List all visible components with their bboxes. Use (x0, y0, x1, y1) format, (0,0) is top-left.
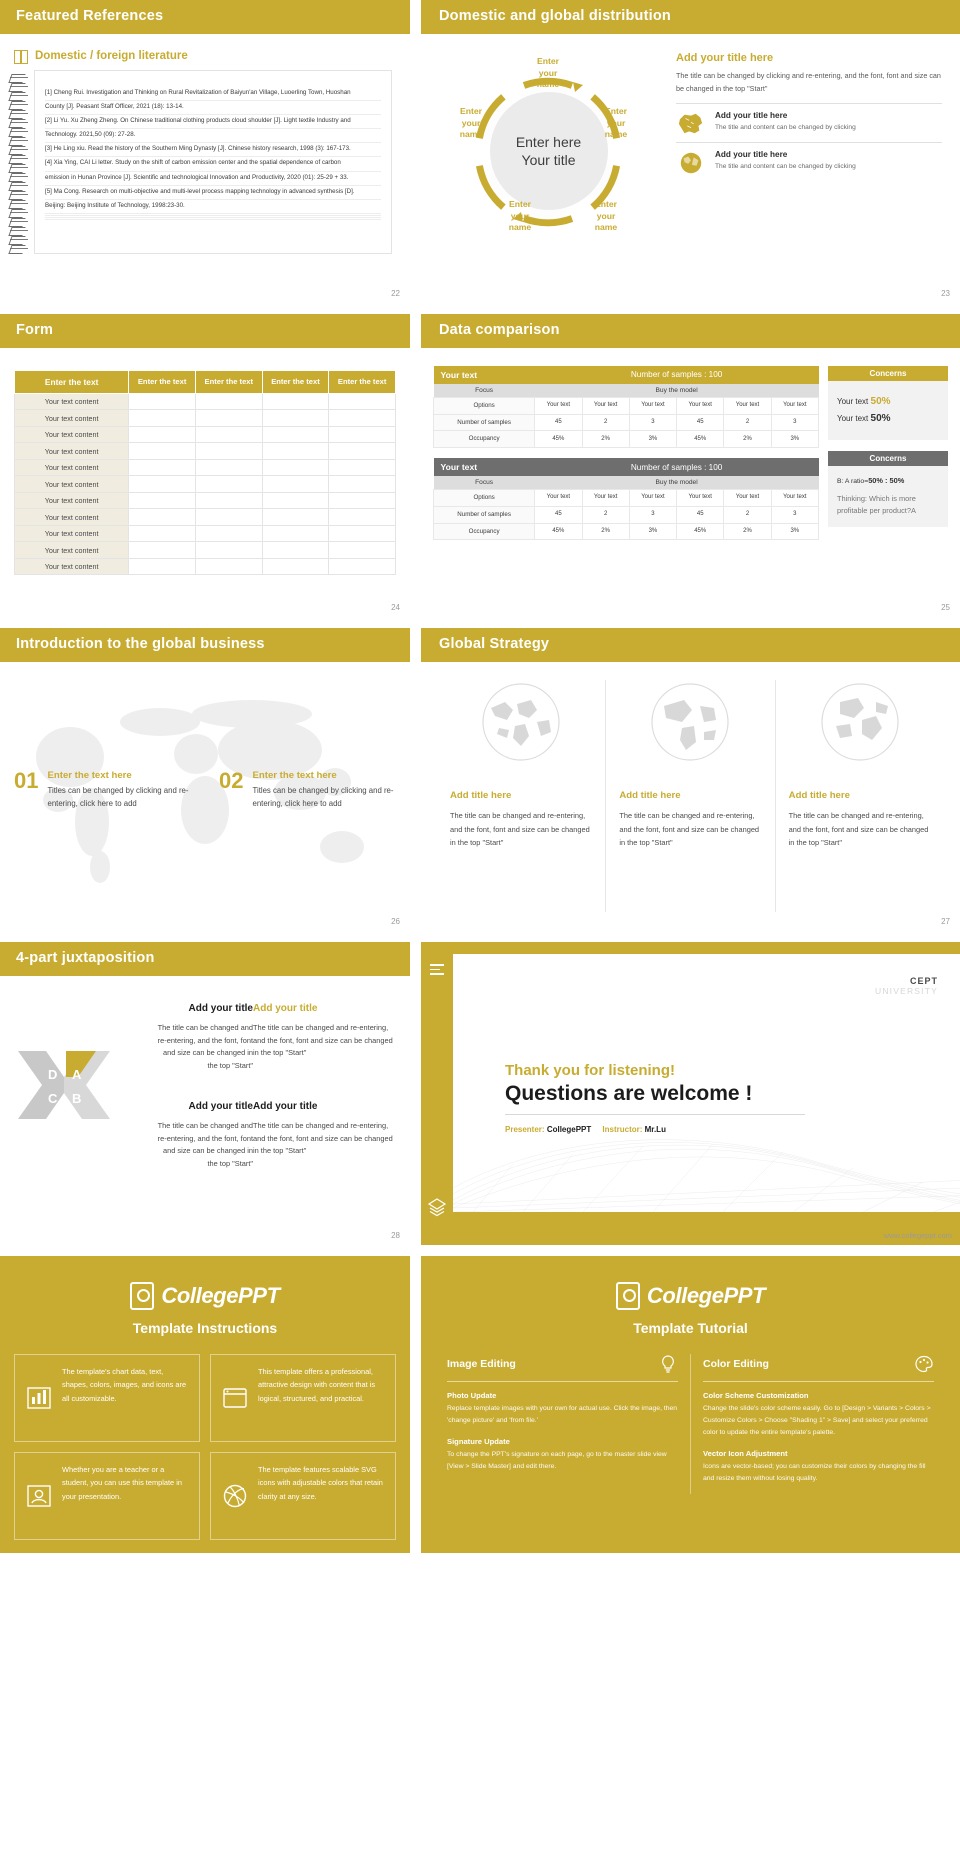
cell (195, 525, 262, 542)
concern-question: Thinking: Which is more profitable per product?A (837, 493, 916, 516)
table-row (15, 426, 396, 443)
row-label: Options (434, 490, 535, 507)
cell: 3% (771, 523, 818, 540)
website-url: www.collegeppt.com (883, 1231, 952, 1240)
slide-title: Data comparison (421, 314, 960, 348)
info-card (14, 1354, 200, 1442)
slide-global-business-intro[interactable] (0, 628, 410, 931)
questions-line: Questions are welcome ! (505, 1082, 753, 1105)
column-title: Image Editing (447, 1358, 516, 1370)
table-header-row (15, 370, 396, 393)
cell: Your text (724, 490, 771, 507)
reference-list (34, 70, 392, 254)
cell (129, 393, 196, 410)
table-subheader-row (434, 476, 819, 490)
cell: Your text (535, 490, 582, 507)
cell: 45 (677, 506, 724, 523)
cell (329, 393, 396, 410)
table-row (434, 414, 819, 431)
node-label: Enter your name (594, 198, 618, 233)
info-card (210, 1354, 396, 1442)
concern-card-gold (828, 366, 948, 440)
quadrant-desc: The title can be changed and re-entering, and the font, font and size can be changed in the top "Start" (157, 1022, 253, 1070)
item-title: Add your title here (715, 111, 788, 121)
slide-title: Introduction to the global business (0, 628, 410, 662)
row-label: Your text content (15, 542, 129, 559)
cell: 3% (629, 431, 676, 448)
reference-line: emission in Hunan Province [J]. Scientific and technological Innovation and Productivity, 2020 (01): 25-29 + 33. (45, 172, 381, 186)
concern-card-grey (828, 451, 948, 527)
table-row (15, 525, 396, 542)
panel-heading: Template Tutorial (633, 1320, 748, 1336)
ratio-value: 50% : 50% (868, 475, 905, 485)
cell: 2 (724, 414, 771, 431)
globe-icon (676, 150, 706, 176)
cell: 2% (582, 523, 629, 540)
globe-icon (479, 680, 563, 764)
cell: 45% (677, 431, 724, 448)
cell (129, 410, 196, 427)
strategy-column[interactable] (437, 680, 605, 912)
row-label: Occupancy (434, 431, 535, 448)
quadrant-title: Add your title (253, 1002, 318, 1014)
concern-line-2 (837, 410, 939, 427)
cell: 3 (629, 506, 676, 523)
cell (195, 509, 262, 526)
sub-left: Focus (434, 476, 535, 490)
cell (195, 558, 262, 575)
slide-panel (453, 954, 960, 1217)
tutorial-block (703, 1391, 934, 1439)
cell: Your text (677, 490, 724, 507)
cell: 2% (724, 523, 771, 540)
reference-line: [4] Xia Ying, CAI Li letter. Study on the shift of carbon emission center and the spatial dependence of carbon (45, 157, 381, 171)
node-label: Enter your name (536, 55, 560, 90)
node-label: Enter your name (604, 105, 628, 140)
table-head-right: Number of samples : 100 (535, 458, 819, 476)
cell (195, 393, 262, 410)
row-label: Your text content (15, 525, 129, 542)
cell: Your text (771, 397, 818, 414)
tutorial-column (435, 1354, 690, 1494)
strategy-column[interactable] (605, 680, 774, 912)
cell: Your text (771, 490, 818, 507)
item-number: 02 (219, 767, 244, 793)
quadrant[interactable] (253, 1000, 394, 1072)
slide-4-part-juxtaposition[interactable] (0, 942, 410, 1245)
cell: 45% (535, 523, 582, 540)
concern-line-1 (837, 393, 939, 410)
info-card (210, 1452, 396, 1540)
collegeppt-logo-icon (130, 1282, 154, 1310)
cell (129, 542, 196, 559)
circular-diagram (431, 44, 666, 259)
template-tutorial-panel (421, 1256, 960, 1553)
quadrant-title: Add your title (188, 1101, 253, 1113)
references-block (8, 70, 410, 254)
concern-title: Concerns (828, 451, 948, 466)
row-label: Number of samples (434, 414, 535, 431)
mesh-decoration (453, 1124, 960, 1212)
node-label: Enter your name (459, 105, 483, 140)
sub-right: Buy the model (535, 476, 819, 490)
block-title: Signature Update (447, 1436, 510, 1446)
dribbble-icon (221, 1463, 249, 1529)
cell (129, 443, 196, 460)
cell (195, 492, 262, 509)
cell: Your text (677, 397, 724, 414)
item-number: 01 (14, 767, 39, 793)
reference-line: [2] Li Yu. Xu Zheng Zheng. On Chinese traditional clothing products cloud shoulder [J]. Light textile Industry and (45, 115, 381, 129)
table-row (15, 542, 396, 559)
column-title: Add title here (450, 789, 512, 801)
cell: 2% (724, 431, 771, 448)
table-row (434, 431, 819, 448)
table-row (15, 558, 396, 575)
slide-data-comparison[interactable] (421, 314, 960, 617)
cell (262, 525, 329, 542)
chart-icon (25, 1365, 53, 1431)
quadrant-title: Add your title (253, 1101, 318, 1113)
table-header-row (434, 366, 819, 384)
table-head-left: Your text (434, 366, 535, 384)
block-text: Change the slide's color scheme easily. Go to [Design > Variants > Colors > Customize Colors > Choose "Shading 1" > Save] and select your preferred color to update the entire template's palette. (703, 1405, 931, 1436)
reference-line: [3] He Ling xiu. Read the history of the Southern Ming Dynasty [J]. Chinese history research, 1998 (3): 167-173. (45, 143, 381, 157)
data-table-gold (433, 366, 819, 448)
page-number: 24 (391, 603, 400, 612)
accent-bar (453, 1212, 960, 1217)
cell: 45 (535, 506, 582, 523)
quadrant-desc: The title can be changed and re-entering, and the font, font and size can be changed in the top "Start" (157, 1121, 253, 1168)
block-text: To change the PPT's signature on each page, go to the master slide view [View > Slide Master] and edit there. (447, 1450, 667, 1470)
concern-line-2-pct: 50% (870, 412, 891, 424)
numbered-item[interactable] (219, 767, 396, 811)
page-number: 22 (391, 289, 400, 298)
brand-logo (421, 1282, 960, 1310)
center-line-1: Enter here (515, 133, 582, 150)
cell: Your text (582, 397, 629, 414)
cell: 3 (629, 414, 676, 431)
cell: 45 (535, 414, 582, 431)
cell (262, 492, 329, 509)
svg-text:B: B (72, 1091, 82, 1107)
row-label: Your text content (15, 509, 129, 526)
cell (329, 558, 396, 575)
cell (129, 558, 196, 575)
row-label: Number of samples (434, 506, 535, 523)
globe-icon (648, 680, 732, 764)
credits (505, 1125, 805, 1134)
cell (129, 525, 196, 542)
block-title: Color Scheme Customization (703, 1391, 809, 1400)
cell: 2 (582, 506, 629, 523)
table-head-right: Number of samples : 100 (535, 366, 819, 384)
block-text: Icons are vector-based; you can customize their colors by changing the fill and resize them without losing quality. (703, 1462, 926, 1482)
slide-global-strategy[interactable] (421, 628, 960, 931)
bulb-icon (658, 1354, 678, 1374)
table-row (15, 509, 396, 526)
row-label: Your text content (15, 459, 129, 476)
brand-mark (875, 976, 938, 996)
svg-text:A: A (72, 1067, 82, 1083)
cell (329, 443, 396, 460)
cell (262, 558, 329, 575)
globe-icon (818, 680, 902, 764)
center-line-2: Your title (521, 152, 576, 169)
table-row (434, 523, 819, 540)
brand-line-1: CEPT (909, 976, 938, 986)
cell (329, 492, 396, 509)
logo-text: CollegePPT (646, 1283, 766, 1308)
palette-icon (914, 1354, 934, 1374)
table-row (15, 443, 396, 460)
sub-left: Focus (434, 384, 535, 398)
item-title: Enter the text here (252, 769, 337, 781)
svg-text:D: D (48, 1067, 58, 1083)
layers-icon (427, 1197, 447, 1217)
info-card (14, 1452, 200, 1540)
thanks-line: Thank you for listening! (505, 1062, 676, 1079)
cell (262, 393, 329, 410)
cell: Your text (535, 397, 582, 414)
cell (329, 509, 396, 526)
cell (329, 525, 396, 542)
page-number: 28 (391, 1231, 400, 1240)
panel-description: The title can be changed by clicking and re-entering, and the font, font and size can be changed in the top "Start" (676, 70, 941, 93)
china-map-icon (676, 111, 706, 137)
column-desc: The title can be changed and re-entering, and the font, font and size can be changed in the top "Start" (788, 810, 929, 848)
template-instructions-panel (0, 1256, 410, 1553)
brand-line-2: UNIVERSITY (874, 986, 938, 996)
cell (195, 476, 262, 493)
slide-featured-references[interactable] (0, 0, 410, 303)
table-row (15, 476, 396, 493)
concern-line-2-text: Your text (837, 413, 871, 423)
column-title: Color Editing (703, 1358, 769, 1370)
node-label: Enter your name (508, 198, 532, 233)
cell: Your text (629, 490, 676, 507)
slide-sidebar (421, 942, 453, 1245)
cell (129, 426, 196, 443)
quadrant-title: Add your title (188, 1002, 253, 1014)
page-number: 25 (941, 603, 950, 612)
cell: Your text (582, 490, 629, 507)
column-header: Enter the text (195, 370, 262, 393)
tutorial-block (447, 1437, 678, 1473)
cell (129, 492, 196, 509)
reference-line: County [J]. Peasant Staff Officer, 2021 (18): 13-14. (45, 101, 381, 115)
list-item[interactable] (676, 103, 942, 142)
page-number: 26 (391, 917, 400, 926)
block-title: Vector Icon Adjustment (703, 1448, 788, 1458)
instructor-name: Mr.Lu (644, 1125, 666, 1135)
cell (262, 459, 329, 476)
panel-heading: Template Instructions (132, 1320, 278, 1336)
slide-title: Global Strategy (421, 628, 960, 662)
cell (195, 459, 262, 476)
clip-decoration (8, 70, 34, 254)
table-row (15, 393, 396, 410)
row-label: Your text content (15, 492, 129, 509)
divider (505, 1114, 805, 1115)
row-label: Your text content (15, 393, 129, 410)
column-header: Enter the text (129, 370, 196, 393)
table-row (15, 459, 396, 476)
cell (195, 443, 262, 460)
cell (329, 542, 396, 559)
window-icon (221, 1365, 249, 1431)
cell: 2 (582, 414, 629, 431)
section-subtitle (14, 50, 410, 62)
cell: Your text (629, 397, 676, 414)
quadrant[interactable] (157, 1098, 253, 1170)
cell (195, 410, 262, 427)
card-text: The template features scalable SVG icons with adjustable colors that retain clarity at any size. (258, 1465, 383, 1501)
quadrant-desc: The title can be changed and re-entering, and the font, font and size can be changed in the top "Start" (253, 1121, 393, 1156)
presenter-label: Presenter: (505, 1125, 545, 1135)
quadrant[interactable] (157, 1000, 253, 1072)
block-title: Photo Update (447, 1391, 497, 1400)
cell: 2% (582, 431, 629, 448)
cell: 3 (771, 414, 818, 431)
cell (195, 426, 262, 443)
row-label: Your text content (15, 443, 129, 460)
numbered-item[interactable] (14, 767, 191, 811)
slide-title: Form (0, 314, 410, 348)
cell: 3% (771, 431, 818, 448)
cell: 3 (771, 506, 818, 523)
slide-thank-you[interactable] (421, 942, 960, 1245)
presenter-name: CollegePPT (546, 1125, 592, 1135)
collegeppt-logo-icon (616, 1282, 640, 1310)
menu-icon[interactable] (430, 964, 444, 978)
subtitle-label: Domestic / foreign literature (35, 49, 188, 62)
row-label: Your text content (15, 476, 129, 493)
slide-title: Featured References (0, 0, 410, 34)
card-text: This template offers a professional, attractive design with content that is logical, structured, and practical. (258, 1367, 376, 1403)
card-text: The template's chart data, text, shapes, colors, images, and icons are all customizable. (62, 1367, 187, 1403)
table-row (15, 492, 396, 509)
svg-text:C: C (48, 1091, 58, 1107)
tutorial-block (703, 1449, 934, 1485)
page-number: 23 (941, 289, 950, 298)
item-title: Enter the text here (47, 769, 132, 781)
quadrant[interactable] (253, 1098, 394, 1170)
slide-title: 4-part juxtaposition (0, 942, 410, 976)
cell (195, 542, 262, 559)
reference-line: Beijing: Beijing Institute of Technology, 1998:23-30. (45, 200, 381, 214)
column-desc: The title can be changed and re-entering, and the font, font and size can be changed in the top "Start" (619, 810, 760, 848)
slide-form[interactable] (0, 314, 410, 617)
cell: Your text (724, 397, 771, 414)
cell: 45 (677, 414, 724, 431)
cell (129, 476, 196, 493)
column-header: Enter the text (262, 370, 329, 393)
book-icon (14, 50, 28, 62)
dacb-diagram (16, 1037, 157, 1133)
x-shape-icon (16, 1037, 112, 1133)
ratio-label: B: A ratio= (837, 477, 869, 485)
cell (129, 509, 196, 526)
reference-line: [5] Ma Cong. Research on multi-objective and multi-level process mapping technology in advanced synthesis [D]. (45, 186, 381, 200)
table-head-left: Your text (434, 458, 535, 476)
row-label: Your text content (15, 410, 129, 427)
tutorial-column (690, 1354, 946, 1494)
item-desc: Titles can be changed by clicking and re-entering, click here to add (252, 785, 394, 808)
cell (329, 476, 396, 493)
cell (329, 426, 396, 443)
item-title: Add your title here (715, 150, 788, 160)
cell (262, 410, 329, 427)
table-row (434, 490, 819, 507)
cell (262, 476, 329, 493)
column-desc: The title can be changed and re-entering, and the font, font and size can be changed in the top "Start" (450, 810, 590, 848)
slide-title: Domestic and global distribution (421, 0, 960, 34)
column-header: Enter the text (329, 370, 396, 393)
card-text: Whether you are a teacher or a student, you can use this template in your presentation. (62, 1465, 182, 1501)
table-subheader-row (434, 384, 819, 398)
column-title: Add title here (619, 789, 681, 801)
cell: 2 (724, 506, 771, 523)
row-label: Occupancy (434, 523, 535, 540)
slide-domestic-global-distribution[interactable] (421, 0, 960, 303)
row-label: Your text content (15, 426, 129, 443)
list-item[interactable] (676, 142, 942, 181)
cell: 45% (677, 523, 724, 540)
block-text: Replace template images with your own for actual use. Click the image, then 'change picture' and 'from file.' (447, 1405, 678, 1424)
item-desc: The title and content can be changed by clicking (715, 163, 856, 171)
user-icon (25, 1463, 53, 1529)
cell (262, 542, 329, 559)
concern-title: Concerns (828, 366, 948, 381)
tutorial-block (447, 1391, 678, 1427)
cell: 45% (535, 431, 582, 448)
quadrant-desc: The title can be changed and re-entering, and the font, font and size can be changed in the top "Start" (253, 1022, 393, 1058)
page-number: 27 (941, 917, 950, 926)
item-desc: Titles can be changed by clicking and re-entering, click here to add (47, 785, 189, 808)
strategy-column[interactable] (775, 680, 944, 912)
concern-line-1-pct: 50% (870, 395, 891, 407)
cell: 3% (629, 523, 676, 540)
concern-line-1-text: Your text (837, 396, 871, 406)
table-row (15, 410, 396, 427)
column-header: Enter the text (15, 370, 129, 393)
reference-line: Technology. 2021,50 (09): 27-28. (45, 129, 381, 143)
cell (262, 443, 329, 460)
cell (262, 426, 329, 443)
panel-title: Add your title here (676, 51, 774, 64)
column-title: Add title here (788, 789, 850, 801)
data-table-grey (433, 458, 819, 540)
brand-logo (0, 1282, 410, 1310)
sub-right: Buy the model (535, 384, 819, 398)
cell (329, 410, 396, 427)
form-table (14, 370, 396, 576)
row-label: Your text content (15, 558, 129, 575)
instructor-label: Instructor: (602, 1125, 643, 1135)
cell (329, 459, 396, 476)
table-header-row (434, 458, 819, 476)
logo-text: CollegePPT (161, 1283, 280, 1308)
cell (262, 509, 329, 526)
reference-line: [1] Cheng Rui. Investigation and Thinking on Rural Revitalization of Baiyun'an Village, Luoerling Town, Huoshan (45, 87, 381, 101)
table-row (434, 397, 819, 414)
item-desc: The title and content can be changed by clicking (715, 124, 856, 132)
table-row (434, 506, 819, 523)
row-label: Options (434, 397, 535, 414)
cell (129, 459, 196, 476)
